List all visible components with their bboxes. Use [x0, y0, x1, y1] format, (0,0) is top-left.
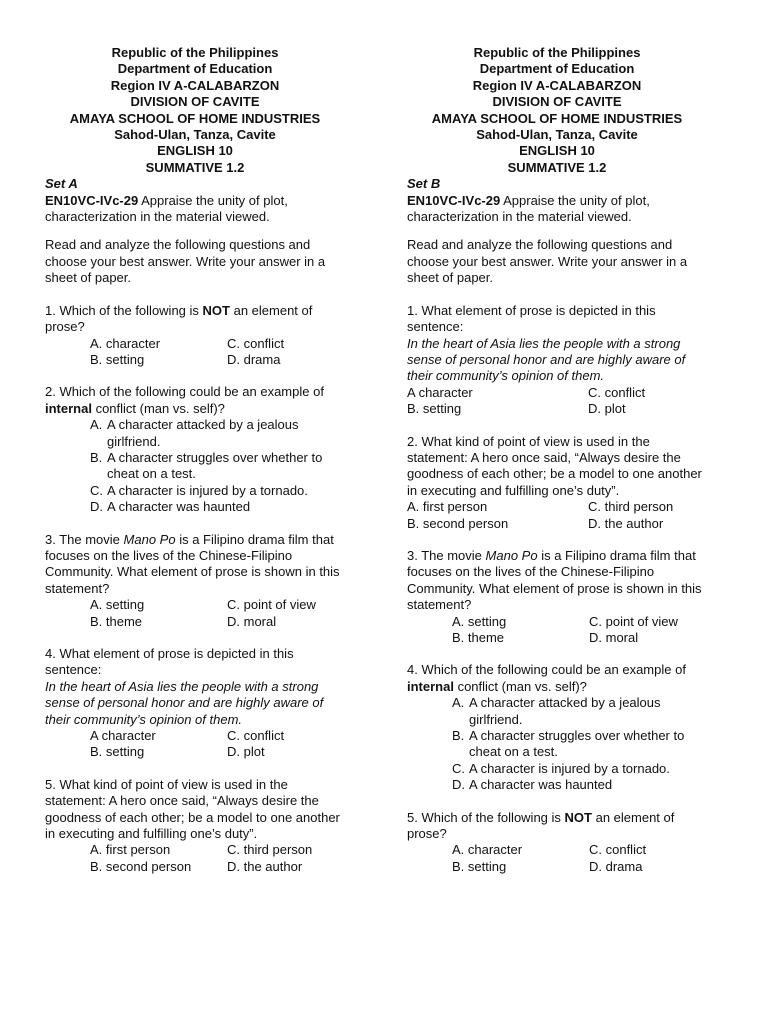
option: D. the author: [588, 515, 664, 531]
question-stem: 2. What kind of point of view is used in the statement: A hero once said, “Always desire the goodness of each other; be a model to one another in executing and fulfilling one’s duty”.: [407, 433, 702, 498]
options-grid: [407, 614, 707, 647]
option: C. third person: [227, 842, 313, 858]
option-text: A character attacked by a jealous girlfriend.: [107, 417, 299, 449]
options-grid: [45, 336, 345, 369]
set-a-column: [45, 45, 345, 875]
option: C. point of view: [589, 613, 678, 629]
options-grid: [45, 842, 345, 875]
instructions: Read and analyze the following questions and choose your best answer. Write your answer in a sheet of paper.: [407, 237, 688, 286]
question-stem: [45, 303, 345, 336]
competency-code: EN10VC-IVc-29: [407, 192, 501, 208]
option: D. the author: [227, 858, 303, 874]
set-b-header: [407, 45, 707, 176]
options-grid: [45, 597, 345, 630]
option-letter: A.: [452, 695, 465, 711]
header-line: ENGLISH 10: [519, 143, 595, 159]
question-stem: [45, 532, 345, 598]
movie-title: Mano Po: [123, 531, 176, 547]
option: [90, 499, 345, 515]
option: C. conflict: [588, 384, 646, 400]
stem-text: conflict (man vs. self)?: [91, 400, 225, 416]
option: B. theme: [452, 630, 505, 645]
competency: [407, 193, 707, 226]
header-line: Sahod-Ulan, Tanza, Cavite: [476, 127, 638, 143]
option-text: A character was haunted: [107, 499, 251, 515]
competency-text: Appraise the unity of plot, characterization in the material viewed.: [407, 192, 650, 225]
option-text: A character is injured by a tornado.: [469, 760, 670, 776]
set-label: Set B: [407, 176, 441, 192]
option: A character: [407, 384, 473, 400]
option: D. moral: [589, 630, 639, 645]
question-4: [45, 646, 345, 761]
stem-text: an element of prose?: [45, 302, 313, 335]
competency-code: EN10VC-IVc-29: [45, 192, 139, 208]
question-stem: [45, 384, 345, 417]
option: [452, 777, 707, 793]
question-1: [407, 303, 707, 418]
option: C. point of view: [227, 597, 316, 613]
movie-title: Mano Po: [485, 547, 538, 563]
option: B. setting: [452, 858, 507, 874]
stem-emphasis: internal: [45, 400, 92, 416]
question-stem: [407, 548, 707, 614]
option: [452, 761, 707, 777]
option-letter: B.: [90, 449, 103, 465]
question-5: [407, 810, 707, 876]
option: B. setting: [407, 401, 462, 417]
stem-text: 5. Which of the following is: [407, 809, 565, 825]
question-stem: [407, 810, 707, 843]
option-letter: B.: [452, 728, 465, 744]
header-line: Republic of the Philippines: [111, 45, 279, 60]
stem-text: is a Filipino drama film that focuses on the lives of the Chinese-Filipino Community. What element of prose is shown in this statement?: [407, 547, 702, 613]
question-2: [407, 434, 707, 532]
option: A. setting: [90, 597, 145, 613]
option: C. conflict: [589, 842, 647, 858]
option: A. setting: [452, 613, 507, 629]
question-stem: 5. What kind of point of view is used in the statement: A hero once said, “Always desire the goodness of each other; be a model to one another in executing and fulfilling one’s duty”.: [45, 776, 340, 842]
option: D. plot: [588, 401, 626, 417]
option-text: A character struggles over whether to cheat on a test.: [469, 728, 685, 760]
stem-emphasis: internal: [407, 678, 454, 694]
stem-text: is a Filipino drama film that focuses on the lives of the Chinese-Filipino Community. What element of prose is shown in this statement?: [45, 531, 340, 596]
option-text: A character attacked by a jealous girlfriend.: [469, 695, 661, 727]
option: C. third person: [588, 499, 674, 515]
options-list: [45, 417, 345, 515]
option: A. character: [90, 335, 161, 351]
header-line: Department of Education: [117, 61, 273, 77]
options-list: [407, 695, 707, 793]
stem-text: 3. The movie: [407, 547, 486, 563]
question-2: [45, 384, 345, 515]
option: A. character: [452, 842, 523, 858]
option: B. setting: [90, 351, 145, 367]
option-letter: C.: [90, 482, 103, 498]
option-letter: D.: [452, 777, 465, 793]
option: [452, 728, 707, 761]
question-5: [45, 777, 345, 875]
option-letter: C.: [452, 760, 465, 776]
question-3: [45, 532, 345, 630]
instructions: Read and analyze the following questions and choose your best answer. Write your answer in a sheet of paper.: [45, 237, 326, 286]
competency: [45, 193, 345, 226]
header-line: AMAYA SCHOOL OF HOME INDUSTRIES: [69, 110, 321, 126]
option: D. moral: [227, 613, 277, 629]
options-grid: [407, 499, 707, 532]
header-line: Region IV A-CALABARZON: [110, 77, 280, 93]
header-line: Republic of the Philippines: [473, 45, 641, 60]
header-line: DIVISION OF CAVITE: [130, 94, 260, 110]
option: D. drama: [589, 858, 643, 874]
competency-text: Appraise the unity of plot, characterization in the material viewed.: [45, 192, 288, 225]
header-line: SUMMATIVE 1.2: [507, 159, 607, 175]
header-line: Department of Education: [479, 61, 635, 77]
set-b-column: [407, 45, 707, 875]
option: B. second person: [407, 515, 509, 531]
stem-text: 2. Which of the following could be an example of: [45, 384, 324, 400]
option: [90, 483, 345, 499]
question-passage: In the heart of Asia lies the people with a strong sense of personal honor and are highly aware of their community’s opinion of them.: [407, 335, 686, 384]
option: A. first person: [90, 842, 171, 858]
stem-emphasis: NOT: [564, 809, 592, 825]
header-line: SUMMATIVE 1.2: [145, 159, 245, 175]
option-text: A character was haunted: [469, 777, 613, 793]
option: B. theme: [90, 613, 143, 629]
option-letter: D.: [90, 499, 103, 515]
option: D. drama: [227, 351, 281, 367]
options-grid: [45, 728, 345, 761]
header-line: Sahod-Ulan, Tanza, Cavite: [114, 127, 276, 143]
question-3: [407, 548, 707, 646]
set-a-header: [45, 45, 345, 176]
stem-text: conflict (man vs. self)?: [453, 678, 587, 694]
question-stem: [407, 662, 707, 695]
question-stem: 1. What element of prose is depicted in this sentence:: [407, 302, 656, 335]
option: C. conflict: [227, 728, 285, 744]
stem-text: 4. Which of the following could be an example of: [407, 662, 686, 678]
stem-text: an element of prose?: [407, 809, 675, 842]
header-line: ENGLISH 10: [157, 143, 233, 159]
set-label: Set A: [45, 176, 78, 192]
option: D. plot: [227, 744, 265, 760]
question-4: [407, 662, 707, 793]
option: A. first person: [407, 499, 488, 515]
option-text: A character struggles over whether to cheat on a test.: [107, 449, 323, 482]
option: C. conflict: [227, 335, 285, 351]
header-line: Region IV A-CALABARZON: [472, 77, 642, 93]
option: [452, 695, 707, 728]
options-grid: [407, 842, 707, 875]
option: A character: [90, 728, 156, 744]
stem-emphasis: NOT: [202, 302, 230, 318]
stem-text: 3. The movie: [45, 531, 124, 547]
option-letter: A.: [90, 417, 103, 433]
question-stem: 4. What element of prose is depicted in this sentence:: [45, 646, 294, 678]
header-line: DIVISION OF CAVITE: [492, 94, 622, 110]
option-text: A character is injured by a tornado.: [107, 482, 308, 498]
header-line: AMAYA SCHOOL OF HOME INDUSTRIES: [431, 110, 683, 126]
option: [90, 450, 345, 483]
option: B. setting: [90, 744, 145, 760]
question-1: [45, 303, 345, 369]
option: B. second person: [90, 858, 192, 874]
options-grid: [407, 385, 707, 418]
stem-text: 1. Which of the following is: [45, 302, 203, 318]
question-passage: In the heart of Asia lies the people with a strong sense of personal honor and are highly aware of their community’s opinion of them.: [45, 678, 324, 727]
option: [90, 417, 345, 450]
